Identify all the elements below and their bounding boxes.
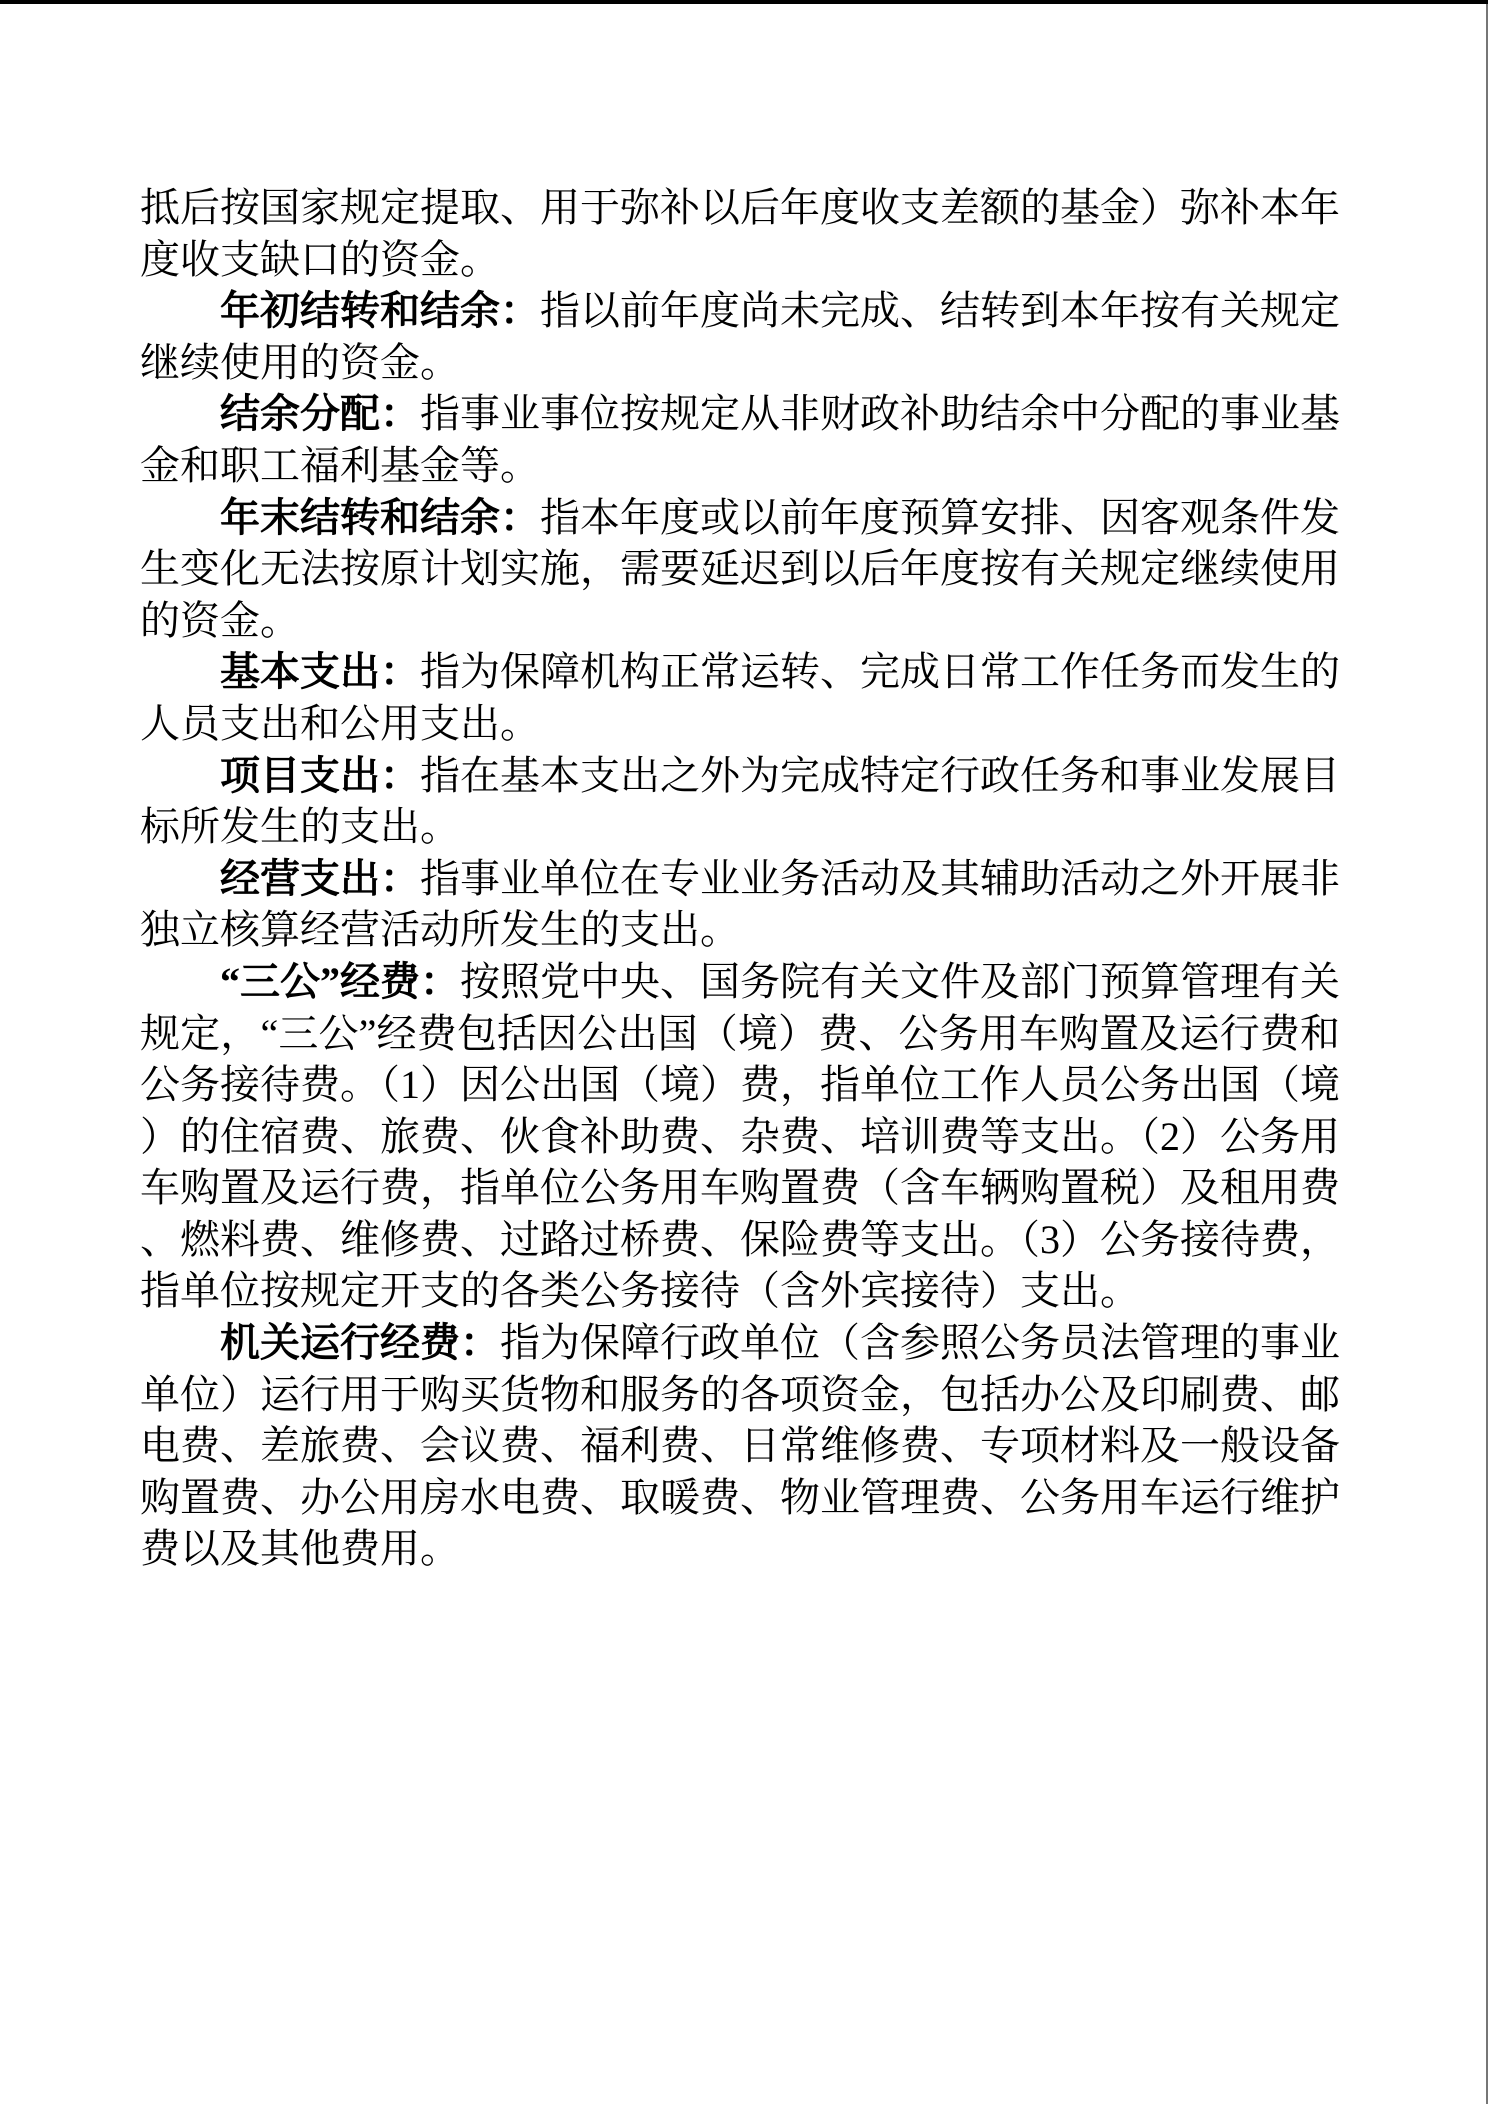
paragraph-agency-operating-funds [140, 1317, 1340, 1575]
term-label: 机关运行经费： [220, 1320, 500, 1366]
term-label: 年初结转和结余： [220, 288, 540, 334]
paragraph-year-begin-carryover [140, 285, 1340, 388]
paragraph-continuation [140, 182, 1340, 285]
paragraph-text: 指事业事位按规定从非财政补助结余中分配的事业基金和职工福利基金等。 [140, 391, 1340, 488]
paragraph-text: 指在基本支出之外为完成特定行政任务和事业发展目标所发生的支出。 [140, 752, 1340, 850]
term-label: 年末结转和结余： [220, 494, 540, 540]
paragraph-year-end-carryover [140, 492, 1340, 647]
paragraph-basic-expenditure [140, 646, 1340, 749]
term-label: 经营支出： [220, 855, 420, 901]
paragraph-project-expenditure [140, 750, 1340, 853]
paragraph-three-public-funds [140, 956, 1340, 1317]
document-body [140, 182, 1340, 1575]
term-label: “三公”经费： [220, 958, 460, 1004]
paragraph-text: 按照党中央、国务院有关文件及部门预算管理有关规定，“三公”经费包括因公出国（境）费、公务用车购置及运行费和公务接待费。（1）因公出国（境）费，指单位工作人员公务出国（境）的住宿费、旅费、伙食补助费、杂费、培训费等支出。（2）公务用车购置及运行费，指单位公务用车购置费（含车辆购置税）及租用费、燃料费、维修费、过路过桥费、保险费等支出。（3）公务接待费，指单位按规定开支的各类公务接待（含外宾接待）支出。 [140, 958, 1340, 1314]
paragraph-text: 指以前年度尚未完成、结转到本年按有关规定继续使用的资金。 [140, 288, 1340, 385]
paragraph-operating-expenditure [140, 853, 1340, 956]
paragraph-surplus-distribution [140, 388, 1340, 491]
paragraph-text: 指为保障机构正常运转、完成日常工作任务而发生的人员支出和公用支出。 [140, 649, 1340, 746]
term-label: 基本支出： [220, 649, 420, 695]
term-label: 项目支出： [220, 752, 420, 798]
term-label: 结余分配： [220, 391, 420, 437]
paragraph-text: 抵后按国家规定提取、用于弥补以后年度收支差额的基金）弥补本年度收支缺口的资金。 [140, 185, 1340, 282]
top-border-bar [0, 0, 1488, 4]
paragraph-text: 指事业单位在专业业务活动及其辅助活动之外开展非独立核算经营活动所发生的支出。 [140, 855, 1340, 953]
paragraph-text: 指为保障行政单位（含参照公务员法管理的事业单位）运行用于购买货物和服务的各项资金，包括办公及印刷费、邮电费、差旅费、会议费、福利费、日常维修费、专项材料及一般设备购置费、办公用房水电费、取暖费、物业管理费、公务用车运行维护费以及其他费用。 [140, 1320, 1340, 1572]
paragraph-text: 指本年度或以前年度预算安排、因客观条件发生变化无法按原计划实施，需要延迟到以后年度按有关规定继续使用的资金。 [140, 494, 1340, 643]
